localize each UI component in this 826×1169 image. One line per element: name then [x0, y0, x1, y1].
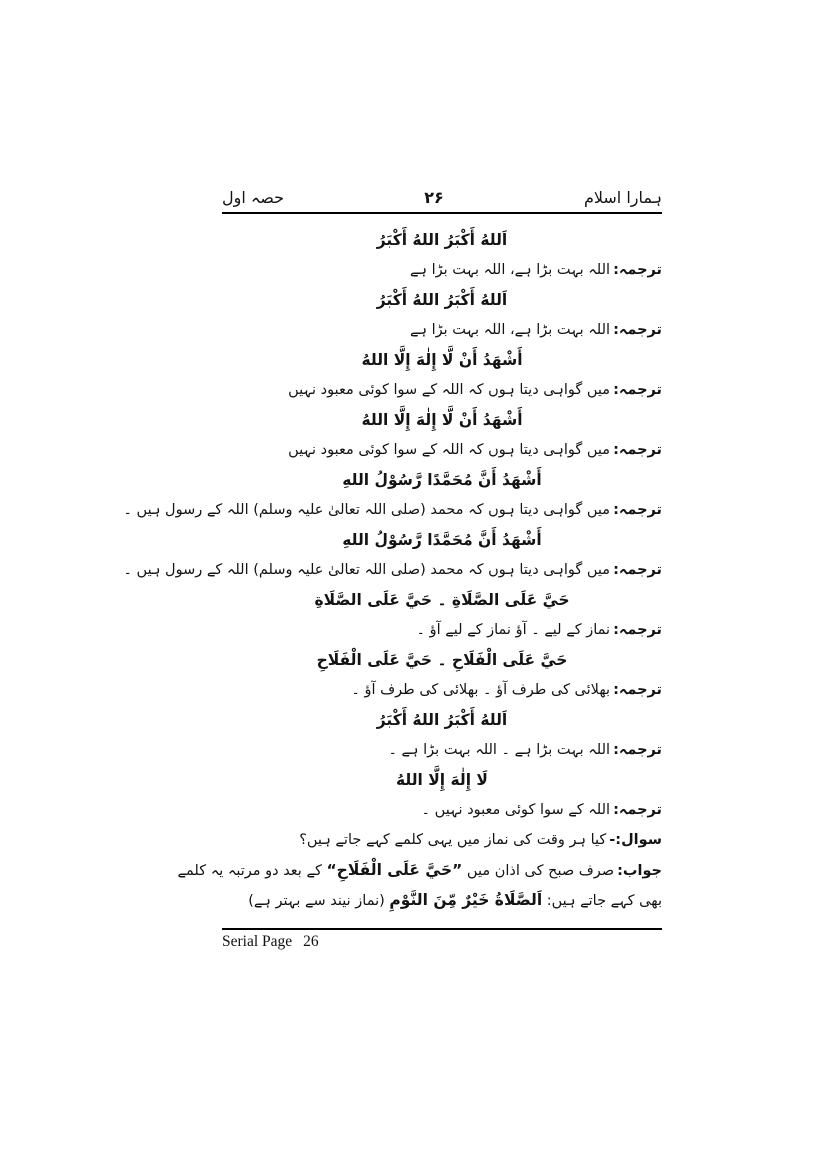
line-label: ترجمہ:: [613, 442, 662, 458]
arabic-line: [222, 345, 662, 375]
body-lines: [123, 214, 662, 915]
urdu-text: میں گواہی دیتا ہوں کہ محمد (صلی اللہ تعالیٰ علیہ وسلم) اللہ کے رسول ہیں ۔: [123, 562, 611, 578]
arabic-line: [222, 585, 662, 615]
arabic-line: [222, 645, 662, 675]
urdu-text: میں گواہی دیتا ہوں کہ اللہ کے سوا کوئی معبود نہیں: [288, 442, 611, 458]
page-number: ۲۶: [424, 188, 444, 207]
line-label: سوال:-: [609, 832, 662, 848]
arabic-text: ”حَيَّ عَلَى الْفَلَاحِ“: [326, 861, 463, 879]
arabic-text: أَشْهَدُ أَنَّ مُحَمَّدًا رَّسُوْلُ اللهِ: [342, 471, 542, 489]
translation-line: [222, 675, 662, 705]
arabic-text: حَيَّ عَلَى الصَّلَاةِ ۔ حَيَّ عَلَى الصَّلَاةِ: [314, 591, 570, 609]
urdu-text: نماز کے لیے ۔ آؤ نماز کے لیے آؤ ۔: [416, 622, 611, 638]
urdu-text: اللہ کے سوا کوئی معبود نہیں ۔: [421, 802, 611, 818]
translation-line: [222, 315, 662, 345]
arabic-line: [222, 225, 662, 255]
urdu-text: کے بعد دو مرتبہ یہ کلمے: [177, 863, 327, 879]
arabic-text: اَللهُ أَكْبَرُ اللهُ أَكْبَرُ: [376, 711, 508, 729]
line-label: ترجمہ:: [613, 802, 662, 818]
section-title: حصہ اول: [222, 188, 285, 207]
serial-page-number: 26: [303, 933, 319, 950]
arabic-line: [222, 705, 662, 735]
question-line: [222, 825, 662, 855]
translation-line: [123, 495, 662, 525]
arabic-text: أَشْهَدُ أَنْ لَّا إِلٰهَ إِلَّا اللهُ: [361, 411, 523, 429]
arabic-text: أَشْهَدُ أَنْ لَّا إِلٰهَ إِلَّا اللهُ: [361, 351, 523, 369]
line-label: جواب:: [617, 863, 662, 879]
urdu-text: میں گواہی دیتا ہوں کہ اللہ کے سوا کوئی معبود نہیں: [288, 382, 611, 398]
line-label: ترجمہ:: [613, 262, 662, 278]
line-label: ترجمہ:: [613, 682, 662, 698]
line-label: ترجمہ:: [613, 622, 662, 638]
book-title: ہمارا اسلام: [583, 188, 662, 207]
urdu-text: اللہ بہت بڑا ہے ۔ اللہ بہت بڑا ہے ۔: [388, 742, 611, 758]
translation-line: [222, 375, 662, 405]
line-label: ترجمہ:: [613, 502, 662, 518]
line-label: ترجمہ:: [613, 742, 662, 758]
arabic-text: حَيَّ عَلَى الْفَلَاحِ ۔ حَيَّ عَلَى الْفَلَاحِ: [316, 651, 568, 669]
arabic-line: [222, 285, 662, 315]
page-header: [222, 188, 662, 214]
answer-line: [222, 885, 662, 915]
serial-page-label: Serial Page: [222, 933, 293, 950]
page-footer: [222, 928, 662, 951]
translation-line: [222, 255, 662, 285]
answer-line: [177, 855, 662, 885]
arabic-text: أَشْهَدُ أَنَّ مُحَمَّدًا رَّسُوْلُ اللهِ: [342, 531, 542, 549]
line-label: ترجمہ:: [613, 562, 662, 578]
translation-line: [123, 555, 662, 585]
translation-line: [222, 795, 662, 825]
translation-line: [222, 735, 662, 765]
arabic-line: [222, 765, 662, 795]
translation-line: [222, 615, 662, 645]
translation-line: [222, 435, 662, 465]
arabic-line: [222, 405, 662, 435]
content-column: [123, 0, 662, 951]
urdu-text: اللہ بہت بڑا ہے، اللہ بہت بڑا ہے: [409, 262, 611, 278]
urdu-text: بھلائی کی طرف آؤ ۔ بھلائی کی طرف آؤ ۔: [351, 682, 611, 698]
arabic-text: اَللهُ أَكْبَرُ اللهُ أَكْبَرُ: [376, 231, 508, 249]
urdu-text: (نماز نیند سے بہتر ہے): [248, 893, 390, 909]
line-label: ترجمہ:: [613, 322, 662, 338]
arabic-line: [222, 525, 662, 555]
urdu-text: کیا ہر وقت کی نماز میں یہی کلمے کہے جاتے ہیں؟: [299, 832, 607, 848]
arabic-text: اَلصَّلَاةُ خَيْرٌ مِّنَ النَّوْمِ: [389, 891, 543, 909]
urdu-text: اللہ بہت بڑا ہے، اللہ بہت بڑا ہے: [409, 322, 611, 338]
arabic-text: لَا إِلٰهَ إِلَّا اللهُ: [396, 771, 488, 789]
urdu-text: بھی کہے جاتے ہیں:: [542, 893, 662, 909]
arabic-line: [222, 465, 662, 495]
arabic-text: اَللهُ أَكْبَرُ اللهُ أَكْبَرُ: [376, 291, 508, 309]
line-label: ترجمہ:: [613, 382, 662, 398]
urdu-text: میں گواہی دیتا ہوں کہ محمد (صلی اللہ تعالیٰ علیہ وسلم) اللہ کے رسول ہیں ۔: [123, 502, 611, 518]
urdu-text: صرف صبح کی اذان میں: [462, 863, 615, 879]
